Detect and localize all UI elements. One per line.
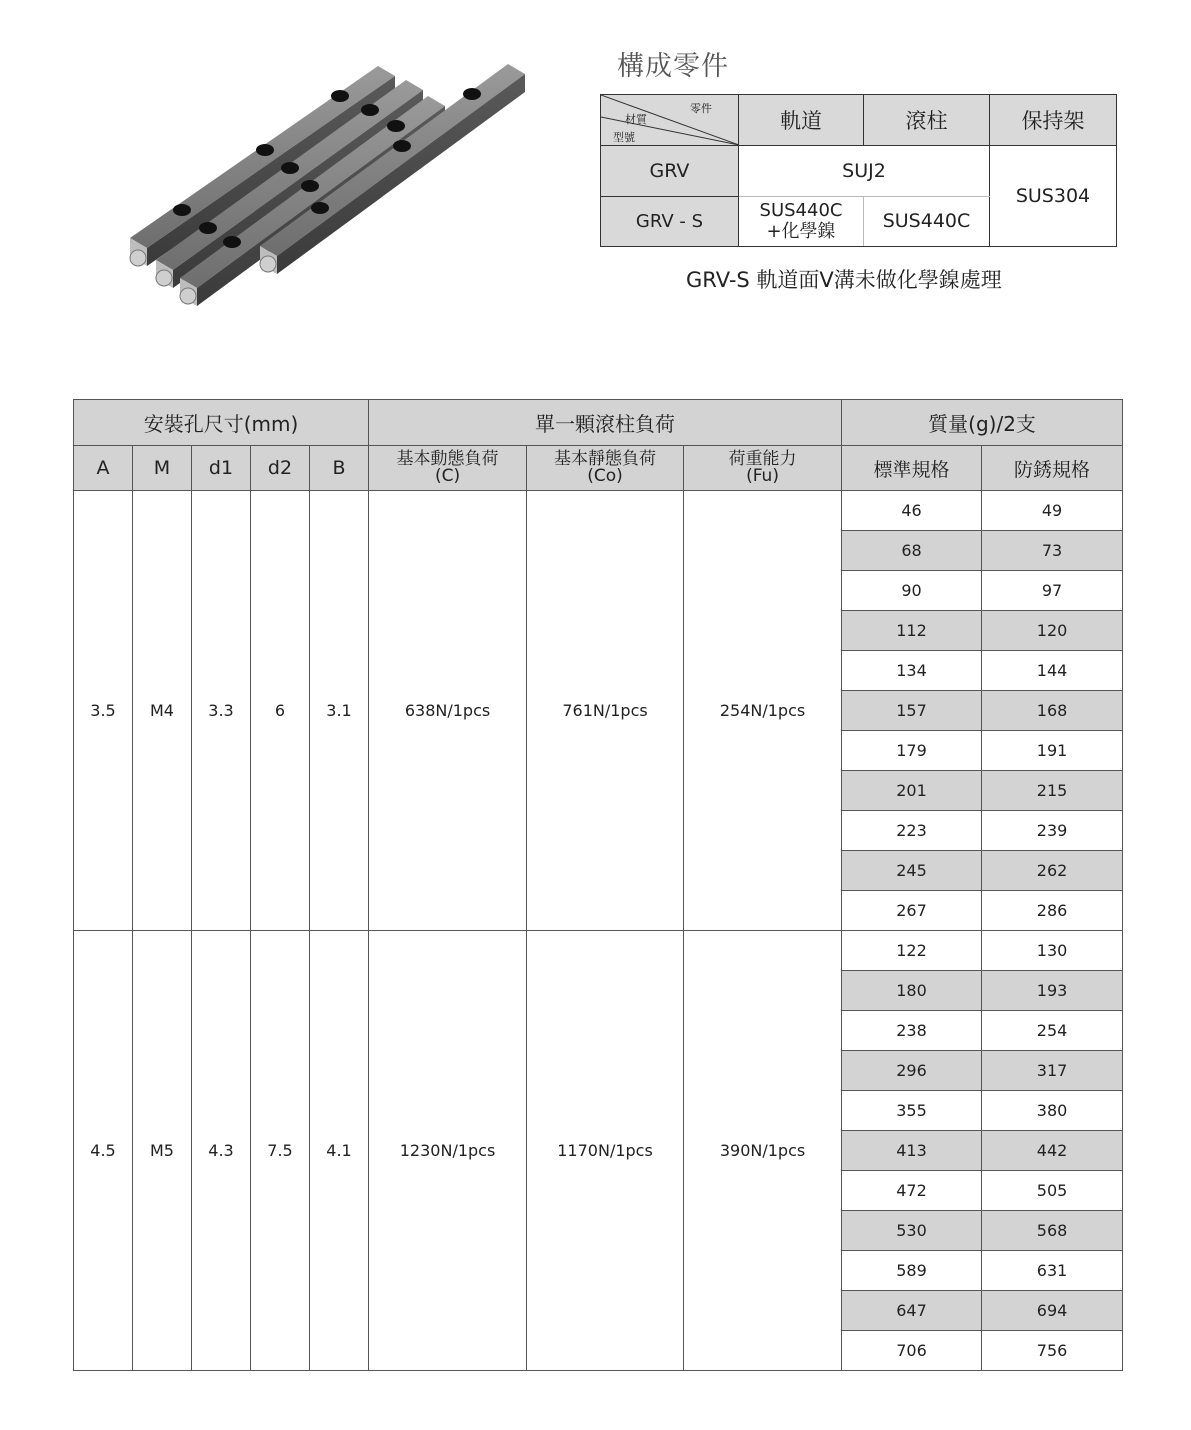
cell-mass-rustproof: 73 (982, 531, 1123, 571)
grv-rail-roller-material: SUJ2 (739, 146, 990, 196)
cell-mass-standard: 589 (842, 1251, 982, 1291)
col-header-load-capacity-line2: (Fu) (746, 466, 779, 486)
cell-mass-standard: 245 (842, 851, 982, 891)
cell-mass-standard: 201 (842, 771, 982, 811)
col-header-roller: 滾柱 (864, 95, 990, 146)
group-header-mass: 質量(g)/2支 (842, 400, 1123, 446)
col-header-load-capacity-line1: 荷重能力 (728, 449, 797, 469)
col-header-standard: 標準規格 (842, 446, 982, 491)
cell-m: M4 (133, 491, 192, 931)
col-header-dynamic-load-line2: (C) (434, 466, 461, 486)
cell-mass-rustproof: 49 (982, 491, 1123, 531)
spec-table (73, 399, 1123, 1371)
col-header-rail: 軌道 (739, 95, 864, 146)
cell-mass-rustproof: 694 (982, 1291, 1123, 1331)
col-header-static-load-line2: (Co) (587, 466, 623, 486)
cell-mass-standard: 530 (842, 1211, 982, 1251)
table-row (74, 491, 1123, 531)
cell-d2: 6 (251, 491, 310, 931)
cell-a: 4.5 (74, 931, 133, 1371)
components-title: 構成零件 (617, 51, 729, 82)
col-header-b: B (310, 446, 369, 491)
grv-s-rail-material-line1: SUS440C (759, 200, 843, 222)
cell-mass-rustproof: 568 (982, 1211, 1123, 1251)
cell-mass-rustproof: 193 (982, 971, 1123, 1011)
cell-mass-standard: 238 (842, 1011, 982, 1051)
col-header-cage: 保持架 (990, 95, 1117, 146)
diag-label-part: 零件 (690, 102, 712, 115)
col-header-m: M (133, 446, 192, 491)
cell-a: 3.5 (74, 491, 133, 931)
grv-s-rail-material-line2: +化學鎳 (766, 221, 836, 243)
cell-mass-rustproof: 97 (982, 571, 1123, 611)
col-header-d1: d1 (192, 446, 251, 491)
cell-dynamic-load: 638N/1pcs (369, 491, 527, 931)
cell-mass-standard: 157 (842, 691, 982, 731)
cell-mass-rustproof: 756 (982, 1331, 1123, 1371)
cell-mass-rustproof: 286 (982, 891, 1123, 931)
group-header-roller-load: 單一顆滾柱負荷 (369, 400, 842, 446)
col-header-d2: d2 (251, 446, 310, 491)
cell-mass-standard: 179 (842, 731, 982, 771)
cell-dynamic-load: 1230N/1pcs (369, 931, 527, 1371)
cell-load-capacity: 390N/1pcs (684, 931, 842, 1371)
cell-mass-standard: 223 (842, 811, 982, 851)
cell-mass-rustproof: 130 (982, 931, 1123, 971)
cell-mass-rustproof: 262 (982, 851, 1123, 891)
cell-mass-rustproof: 144 (982, 651, 1123, 691)
diag-label-material: 材質 (625, 113, 647, 126)
cell-mass-standard: 122 (842, 931, 982, 971)
cell-mass-rustproof: 380 (982, 1091, 1123, 1131)
row-model-grv: GRV (601, 146, 739, 196)
cell-b: 4.1 (310, 931, 369, 1371)
cell-mass-standard: 647 (842, 1291, 982, 1331)
cell-mass-rustproof: 191 (982, 731, 1123, 771)
spec-table-body (74, 491, 1123, 1371)
col-header-dynamic-load-line1: 基本動態負荷 (396, 449, 499, 469)
col-header-a: A (74, 446, 133, 491)
table-row (74, 931, 1123, 971)
cell-mass-standard: 355 (842, 1091, 982, 1131)
cell-b: 3.1 (310, 491, 369, 931)
grv-s-roller-material: SUS440C (864, 196, 990, 246)
col-header-static-load-line1: 基本靜態負荷 (554, 449, 657, 469)
components-note: GRV-S 軌道面V溝未做化學鎳處理 (686, 268, 1002, 292)
cell-m: M5 (133, 931, 192, 1371)
header-diagonal-cell (601, 95, 739, 146)
diag-label-model: 型號 (613, 131, 635, 144)
cell-mass-standard: 180 (842, 971, 982, 1011)
col-header-dynamic-load (369, 446, 527, 491)
cell-mass-rustproof: 254 (982, 1011, 1123, 1051)
cell-mass-rustproof: 442 (982, 1131, 1123, 1171)
grv-s-rail-material (739, 196, 864, 246)
col-header-static-load (527, 446, 684, 491)
cell-static-load: 1170N/1pcs (527, 931, 684, 1371)
product-image (120, 50, 550, 315)
cell-mass-rustproof: 631 (982, 1251, 1123, 1291)
cell-mass-standard: 472 (842, 1171, 982, 1211)
col-header-load-capacity (684, 446, 842, 491)
cell-mass-rustproof: 505 (982, 1171, 1123, 1211)
cell-mass-standard: 46 (842, 491, 982, 531)
cell-mass-rustproof: 239 (982, 811, 1123, 851)
cell-d2: 7.5 (251, 931, 310, 1371)
row-model-grv-s: GRV - S (601, 196, 739, 246)
cell-mass-standard: 413 (842, 1131, 982, 1171)
cell-mass-standard: 267 (842, 891, 982, 931)
cell-mass-rustproof: 168 (982, 691, 1123, 731)
cell-mass-standard: 296 (842, 1051, 982, 1091)
cell-mass-standard: 68 (842, 531, 982, 571)
cell-d1: 4.3 (192, 931, 251, 1371)
cell-static-load: 761N/1pcs (527, 491, 684, 931)
cell-mass-standard: 706 (842, 1331, 982, 1371)
cell-mass-rustproof: 120 (982, 611, 1123, 651)
col-header-rustproof: 防銹規格 (982, 446, 1123, 491)
cell-mass-rustproof: 215 (982, 771, 1123, 811)
cell-load-capacity: 254N/1pcs (684, 491, 842, 931)
cell-mass-standard: 134 (842, 651, 982, 691)
components-table (600, 94, 1117, 247)
cell-mass-rustproof: 317 (982, 1051, 1123, 1091)
cage-material: SUS304 (990, 146, 1117, 247)
cell-mass-standard: 90 (842, 571, 982, 611)
group-header-mounting-hole: 安裝孔尺寸(mm) (74, 400, 369, 446)
cell-d1: 3.3 (192, 491, 251, 931)
cell-mass-standard: 112 (842, 611, 982, 651)
